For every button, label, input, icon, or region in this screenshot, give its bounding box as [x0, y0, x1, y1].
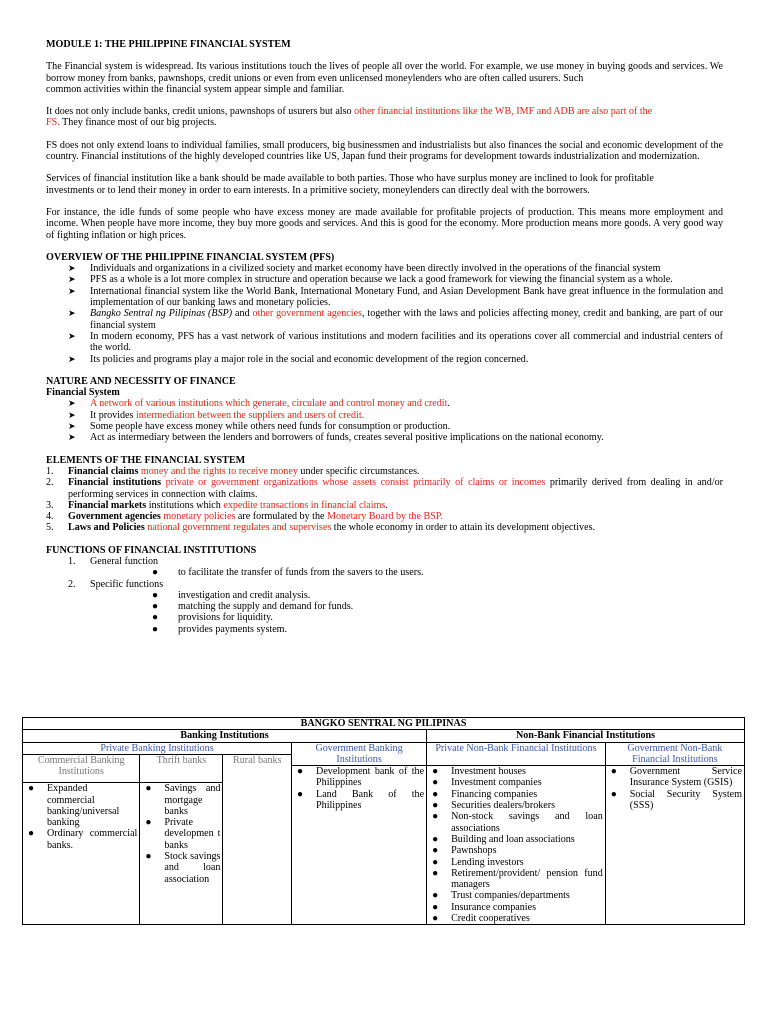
banking-institutions-header: Banking Institutions — [23, 730, 427, 742]
intro-paragraph-4: Services of financial institution like a bank should be made available to both parties. Those who have surplus money are inclined to look for profitable — [46, 173, 654, 185]
dot-bullet-icon: ● — [145, 817, 152, 829]
intro-paragraph-1b: common activities within the financial system appear simple and familiar. — [46, 83, 345, 95]
list-item: ➤ In modern economy, PFS has a vast network of various institutions and modern facilities and its operations cover all commercial and industrial centers of the world. — [68, 330, 723, 354]
list-item: ● Financing companies — [432, 788, 538, 800]
list-item: ● Securities dealers/brokers — [432, 800, 556, 812]
dot-bullet-icon: ● — [432, 777, 439, 789]
table-title: BANGKO SENTRAL NG PILIPINAS — [23, 718, 745, 730]
overview-heading: OVERVIEW OF THE PHILIPPINE FINANCIAL SYSTEM (PFS) — [46, 251, 335, 263]
gov-banking-cell — [292, 766, 427, 925]
list-item: ➤ Bangko Sentral ng Pilipinas (BSP) and other government agencies, together with the laws and policies affecting money, credit and banking, are part of our financial system — [68, 308, 724, 331]
arrow-bullet-icon: ➤ — [68, 274, 76, 285]
dot-bullet-icon: ● — [145, 850, 152, 862]
private-nonbank-cell — [427, 766, 606, 925]
list-item: ● to facilitate the transfer of funds from the savers to the users. — [152, 567, 424, 579]
dot-bullet-icon: ● — [432, 811, 439, 823]
arrow-bullet-icon: ➤ — [68, 308, 76, 319]
commercial-banking-cell — [23, 783, 140, 925]
dot-bullet-icon: ● — [145, 783, 152, 795]
dot-bullet-icon: ● — [152, 589, 159, 601]
list-item: ➤ Its policies and programs play a major role in the social and economic development of the region concerned. — [68, 353, 529, 365]
list-item: ● Ordinary commercial banks. — [28, 828, 138, 851]
arrow-bullet-icon: ➤ — [68, 398, 76, 409]
elements-list — [46, 466, 723, 534]
general-function: 1. General function — [68, 555, 159, 567]
list-item: ● Private developmen t banks — [145, 817, 221, 851]
arrow-bullet-icon: ➤ — [68, 263, 76, 274]
private-nonbank-header: Private Non-Bank Financial Institutions — [427, 742, 606, 766]
list-item: ● Non-stock savings and loan associations — [432, 811, 603, 834]
arrow-bullet-icon: ➤ — [68, 409, 76, 420]
intro-paragraph-3: FS does not only extend loans to individual families, small producers, big businessmen and industrialists but also finances the social and economic development of the country. Financial institutions of the highly developed countries like US, Japan fund their programs for development towards industrialization and modernization. — [46, 139, 723, 163]
dot-bullet-icon: ● — [432, 867, 439, 879]
list-item: ➤ Some people have excess money while others need funds for consumption or production. — [68, 421, 451, 433]
list-item: ➤ PFS as a whole is a lot more complex in structure and operation because we lack a good framework for viewing the financial system as a whole. — [68, 274, 673, 286]
list-item: ➤ A network of various institutions which generate, circulate and control money and credit. — [68, 398, 450, 410]
dot-bullet-icon: ● — [152, 623, 159, 635]
list-item: 3. Financial markets institutions which expedite transactions in financial claims. — [46, 499, 388, 511]
dot-bullet-icon: ● — [432, 913, 439, 925]
thrift-banks-header: Thrift banks — [140, 754, 223, 782]
list-item: ● Retirement/provident/ pension fund managers — [432, 867, 603, 891]
arrow-bullet-icon: ➤ — [68, 285, 76, 296]
dot-bullet-icon: ● — [28, 828, 35, 840]
dot-bullet-icon: ● — [152, 612, 159, 624]
arrow-bullet-icon: ➤ — [68, 421, 76, 432]
list-item: ➤ International financial system like the World Bank, International Monetary Fund, and Asian Development Bank have great influence in the formulation and implementation of our banking laws and monetary policies. — [68, 285, 723, 309]
arrow-bullet-icon: ➤ — [68, 432, 76, 443]
list-item: ● Social Security System (SSS) — [610, 788, 742, 812]
list-item: ➤ It provides intermediation between the suppliers and users of credit. — [68, 409, 365, 421]
dot-bullet-icon: ● — [432, 901, 439, 913]
dot-bullet-icon: ● — [432, 856, 439, 868]
list-item: ● Government Service Insurance System (GSIS) — [610, 766, 742, 789]
dot-bullet-icon: ● — [432, 788, 439, 800]
list-item: ● Pawnshops — [432, 845, 497, 857]
bsp-structure-table — [22, 717, 745, 925]
list-item: 2. Financial institutions private or government organizations whose assets consist primarily of claims or incomes primarily derived from dealing in and/or performing services in connection with claims. — [46, 477, 723, 500]
dot-bullet-icon: ● — [297, 788, 304, 800]
list-item: ● Stock savings and loan association — [145, 850, 221, 885]
nature-subheading: Financial System — [46, 387, 120, 399]
dot-bullet-icon: ● — [152, 567, 159, 579]
functions-heading: FUNCTIONS OF FINANCIAL INSTITUTIONS — [46, 544, 257, 556]
list-item: ● provisions for liquidity. — [152, 612, 273, 624]
elements-heading: ELEMENTS OF THE FINANCIAL SYSTEM — [46, 454, 246, 466]
gov-banking-header: Government Banking Institutions — [292, 742, 427, 766]
dot-bullet-icon: ● — [432, 800, 439, 812]
intro-paragraph-4b: investments or to lend their money in order to earn interests. In a primitive society, moneylenders can directly deal with the borrowers. — [46, 184, 590, 196]
gov-nonbank-cell — [605, 766, 744, 925]
functions-list — [68, 556, 723, 635]
specific-functions: 2. Specific functions — [68, 578, 164, 590]
list-item: 1. Financial claims money and the rights to receive money under specific circumstances. — [46, 465, 420, 477]
rural-banks-header: Rural banks — [223, 754, 292, 924]
list-item: ● Insurance companies — [432, 901, 536, 913]
intro-paragraph-2: It does not only include banks, credit unions, pawnshops of usurers but also other financial institutions like the WB, IMF and ADB are also part of the — [46, 106, 653, 118]
dot-bullet-icon: ● — [610, 788, 617, 800]
dot-bullet-icon: ● — [610, 766, 617, 778]
intro-paragraph-5: For instance, the idle funds of some people who have excess money are made available for profitable projects of production. This means more employment and income. When people have more income, they buy more goods and services. And this is good for the economy. More production means more goods. A very good way of fighting inflation or high prices. — [46, 206, 723, 241]
thrift-banks-cell — [140, 783, 223, 925]
dot-bullet-icon: ● — [28, 783, 35, 795]
dot-bullet-icon: ● — [432, 890, 439, 902]
list-item: 5. Laws and Policies national government regulates and supervises the whole economy in order to attain its development objectives. — [46, 522, 596, 534]
overview-list — [68, 263, 723, 365]
dot-bullet-icon: ● — [432, 766, 439, 778]
list-item: ● provides payments system. — [152, 623, 288, 635]
private-banking-header: Private Banking Institutions — [23, 742, 292, 754]
arrow-bullet-icon: ➤ — [68, 353, 76, 364]
dot-bullet-icon: ● — [432, 845, 439, 857]
list-item: ● Savings and mortgage banks — [145, 783, 221, 817]
list-item: ● investigation and credit analysis. — [152, 589, 311, 601]
nature-heading: NATURE AND NECESSITY OF FINANCE — [46, 375, 236, 387]
module-title: MODULE 1: THE PHILIPPINE FINANCIAL SYSTEM — [46, 39, 291, 50]
dot-bullet-icon: ● — [432, 833, 439, 845]
list-item: ● Lending investors — [432, 856, 524, 868]
arrow-bullet-icon: ➤ — [68, 330, 76, 341]
list-item: ● Investment houses — [432, 766, 526, 778]
list-item: ● Investment companies — [432, 777, 542, 789]
list-item: ➤ Individuals and organizations in a civilized society and market economy have been directly involved in the operations of the financial system — [68, 263, 661, 275]
commercial-banking-header: Commercial Banking Institutions — [23, 754, 140, 782]
list-item: ● matching the supply and demand for funds. — [152, 601, 354, 613]
dot-bullet-icon: ● — [152, 601, 159, 613]
list-item: ● Trust companies/departments — [432, 890, 570, 902]
document-page — [46, 39, 723, 635]
list-item: ● Development bank of the Philippines — [297, 766, 425, 789]
nature-list — [68, 398, 723, 443]
dot-bullet-icon: ● — [297, 766, 304, 778]
intro-paragraph-1: The Financial system is widespread. Its various institutions touch the lives of people all over the world. For example, we use money in buying goods and services. We borrow money from banks, pawnshops, credit unions or even from even unlicensed moneylenders who are often called usurers. Such — [46, 61, 723, 84]
list-item: ● Credit cooperatives — [432, 913, 530, 925]
list-item: ● Expanded commercial banking/universal banking — [28, 783, 120, 829]
list-item: 4. Government agencies monetary policies are formulated by the Monetary Board by the BSP. — [46, 511, 443, 523]
intro-paragraph-2b: FS. They finance most of our big projects. — [46, 117, 217, 129]
list-item: ➤ Act as intermediary between the lenders and borrowers of funds, creates several positive implications on the national economy. — [68, 432, 604, 444]
gov-nonbank-header: Government Non-Bank Financial Institutions — [605, 742, 744, 766]
nonbank-institutions-header: Non-Bank Financial Institutions — [427, 730, 745, 742]
list-item: ● Land Bank of the Philippines — [297, 788, 425, 812]
list-item: ● Building and loan associations — [432, 833, 575, 845]
